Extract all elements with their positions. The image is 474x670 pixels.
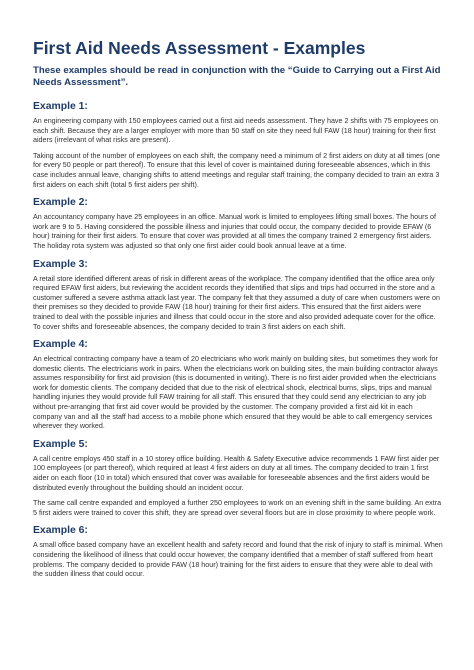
example-paragraph: An electrical contracting company have a team of 20 electricians who work mainly on building sites, but sometimes they work for domestic clients. The electricians work in pairs. When the electricians work on building sites, the main building contractor always assumes responsibility for first aid provision (this is documented in writing). There is no first aider provided when the electricians work for domestic clients. The company decided that due to the risk of electrical shock, electrical burns, slips, trips and manual handling injuries they would provide full FAW training for all staff. This ensured that they could send any electrician to any job without pre-arranging that first aid cover would be provided by the customer. The company provided a first aid kit in each company van and all the staff had access to a mobile phone which ensured that they would be able to call emergency services wherever they worked. — [33, 355, 438, 431]
example-paragraph: An accountancy company have 25 employees in an office. Manual work is limited to employees lifting small boxes. The hours of work are 9 to 5. Having considered the possible illness and injuries that could occur, the company decided to provide EFAW (6 hour) training for their first aiders. To ensure that cover was provided at all times the company trained 2 emergency first aiders. The holiday rota system was adjusted so that only one first aider could book annual leave at a time. — [33, 213, 436, 250]
example-heading: Example 3: — [33, 258, 88, 270]
example-1 — [33, 100, 443, 190]
example-3 — [33, 258, 443, 333]
page-subtitle: These examples should be read in conjunction with the “Guide to Carrying out a First Aid Needs Assessment”. — [33, 65, 441, 88]
example-heading: Example 2: — [33, 197, 88, 209]
example-heading: Example 5: — [33, 438, 88, 450]
example-paragraph: A retail store identified different areas of risk in different areas of the workplace. The company identified that the office area only required EFAW first aiders, but reviewing the accident records they identified that slips and trips had occurred in the store and a customer suffered a severe asthma attack last year. The company felt that they assumed a duty of care when customers were on their premises so they decided to provide FAW (18 hour) training for their first aiders. This ensured that the first aiders were trained to deal with the possible injuries and illness that could occur in the store and also provided adequate cover for the office. To cover shifts and foreseeable absences, the company decided to train 3 first aiders on each shift. — [33, 274, 440, 331]
example-4 — [33, 338, 443, 432]
example-paragraph: Taking account of the number of employees on each shift, the company need a minimum of 2 first aiders on duty at all times (one for every 50 people or part thereof). To ensure that this level of cover is maintained during foreseeable absences, which in this case includes annual leave, changing shifts to attend meetings and regular staff training, the company decided to train an extra 3 first aiders on each shift (total 5 first aiders per shift). — [33, 151, 440, 189]
example-paragraph: An engineering company with 150 employees carried out a first aid needs assessment. They have 2 shifts with 75 employees on each shift. Because they are a larger employer with more than 50 staff on site they need full FAW (18 hour) training for their first aiders (irrelevant of what risks are present). — [33, 117, 439, 145]
example-6 — [33, 524, 443, 579]
example-heading: Example 4: — [33, 339, 88, 351]
example-paragraph: A call centre employs 450 staff in a 10 storey office building. Health & Safety Executive advice recommends 1 FAW first aider per 100 employees (or part thereof), which required at least 4 first aiders on duty at all times. The company decided to train 1 first aider on each floor (10 in total) which ensured that cover was available for foreseeable absences and the first aiders would be distributed evenly throughout the building should an incident occur. — [33, 454, 440, 492]
example-2 — [33, 196, 443, 251]
example-paragraph: The same call centre expanded and employed a further 250 employees to work on an evening shift in the same building. An extra 5 first aiders were trained to cover this shift, they are spread over several floors but are in close proximity to where people work. — [33, 499, 442, 517]
example-heading: Example 6: — [33, 525, 88, 537]
example-paragraph: A small office based company have an excellent health and safety record and found that the risk of injury to staff is minimal. When considering the likelihood of illness that could occur however, the company identified that a member of staff suffered from heart problems. The company decided to provide FAW (18 hour) training for the first aiders to ensure that they were able to deal with the sudden illness that could occur. — [33, 541, 443, 579]
example-5 — [33, 438, 443, 519]
example-heading: Example 1: — [33, 101, 88, 112]
page-title: First Aid Needs Assessment - Examples — [33, 38, 366, 58]
